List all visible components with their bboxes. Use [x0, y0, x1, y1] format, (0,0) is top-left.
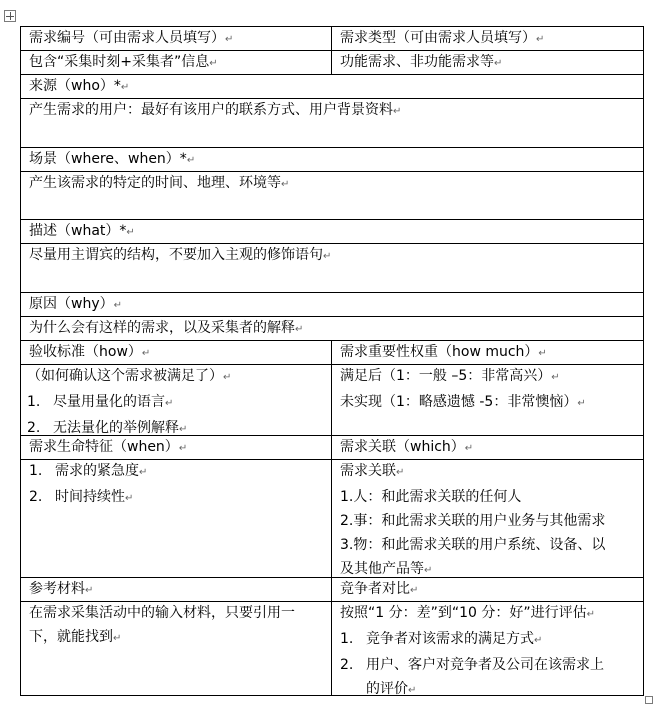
cell-acceptance-content[interactable] — [21, 364, 331, 442]
list-item: 2. 时间持续性↵ — [29, 489, 134, 505]
list-item: 1. 竞争者对该需求的满足方式↵ — [340, 631, 543, 647]
cell-scene-content[interactable]: 产生该需求的特定的时间、地理、环境等↵ — [29, 175, 290, 191]
table-resize-handle[interactable] — [645, 696, 653, 704]
acceptance-intro: （如何确认这个需求被满足了）↵ — [27, 368, 232, 384]
cell-importance-header[interactable]: 需求重要性权重（how much）↵ — [340, 344, 547, 360]
cell-reference-header[interactable]: 参考材料↵ — [29, 581, 94, 597]
cell-relation-content[interactable]: 需求关联↵ 1.人：和此需求关联的任何人 2.事：和此需求关联的用户业务与其他需求 3.物：和此需求关联的用户系统、设备、以 及其他产品等↵ — [340, 463, 606, 577]
cell-reason-content[interactable]: 为什么会有这样的需求，以及采集者的解释↵ — [29, 320, 304, 336]
cell-source-content[interactable]: 产生需求的用户：最好有该用户的联系方式、用户背景资料↵ — [29, 102, 402, 118]
list-item-continuation: 的评价↵ — [366, 681, 417, 697]
cell-relation-header[interactable]: 需求关联（which）↵ — [340, 439, 474, 455]
cell-scene-header[interactable]: 场景（where、when）*↵ — [29, 151, 196, 167]
cell-reference-content[interactable]: 在需求采集活动中的输入材料，只要引用一 下，就能找到↵ — [29, 605, 295, 645]
list-item: 1. 需求的紧急度↵ — [29, 463, 148, 479]
list-item: 1. 尽量用量化的语言↵ — [27, 394, 174, 410]
cell-requirement-id[interactable]: 需求编号（可由需求人员填写）↵ — [29, 30, 234, 46]
cell-competitor-content[interactable]: 按照“1 分：差”到“10 分：好”进行评估↵ 1. 竞争者对该需求的满足方式↵ 2. 用户、客户对竞争者及公司在该需求上 的评价↵ — [332, 601, 643, 703]
cell-id-description[interactable]: 包含“采集时刻+采集者”信息↵ — [29, 54, 218, 70]
cell-competitor-header[interactable]: 竞争者对比↵ — [340, 581, 419, 597]
cell-description-content[interactable]: 尽量用主谓宾的结构，不要加入主观的修饰语句↵ — [29, 247, 332, 263]
cell-lifecycle-header[interactable]: 需求生命特征（when）↵ — [29, 439, 188, 455]
cell-source-header[interactable]: 来源（who）*↵ — [29, 78, 130, 94]
cell-requirement-type[interactable]: 需求类型（可由需求人员填写）↵ — [340, 30, 545, 46]
list-item: 2. 用户、客户对竞争者及公司在该需求上 — [340, 657, 604, 673]
cell-importance-content[interactable]: 满足后（1：一般 –5：非常高兴）↵ 未实现（1：略感遗憾 -5：非常懊恼）↵ — [340, 368, 586, 410]
cell-description-header[interactable]: 描述（what）*↵ — [29, 223, 135, 239]
cell-reason-header[interactable]: 原因（why）↵ — [29, 296, 122, 312]
cell-type-description[interactable]: 功能需求、非功能需求等↵ — [340, 54, 503, 70]
cell-acceptance-header[interactable]: 验收标准（how）↵ — [29, 344, 151, 360]
list-item: 2. 无法量化的举例解释↵ — [27, 420, 188, 436]
cell-lifecycle-content[interactable] — [21, 459, 331, 511]
